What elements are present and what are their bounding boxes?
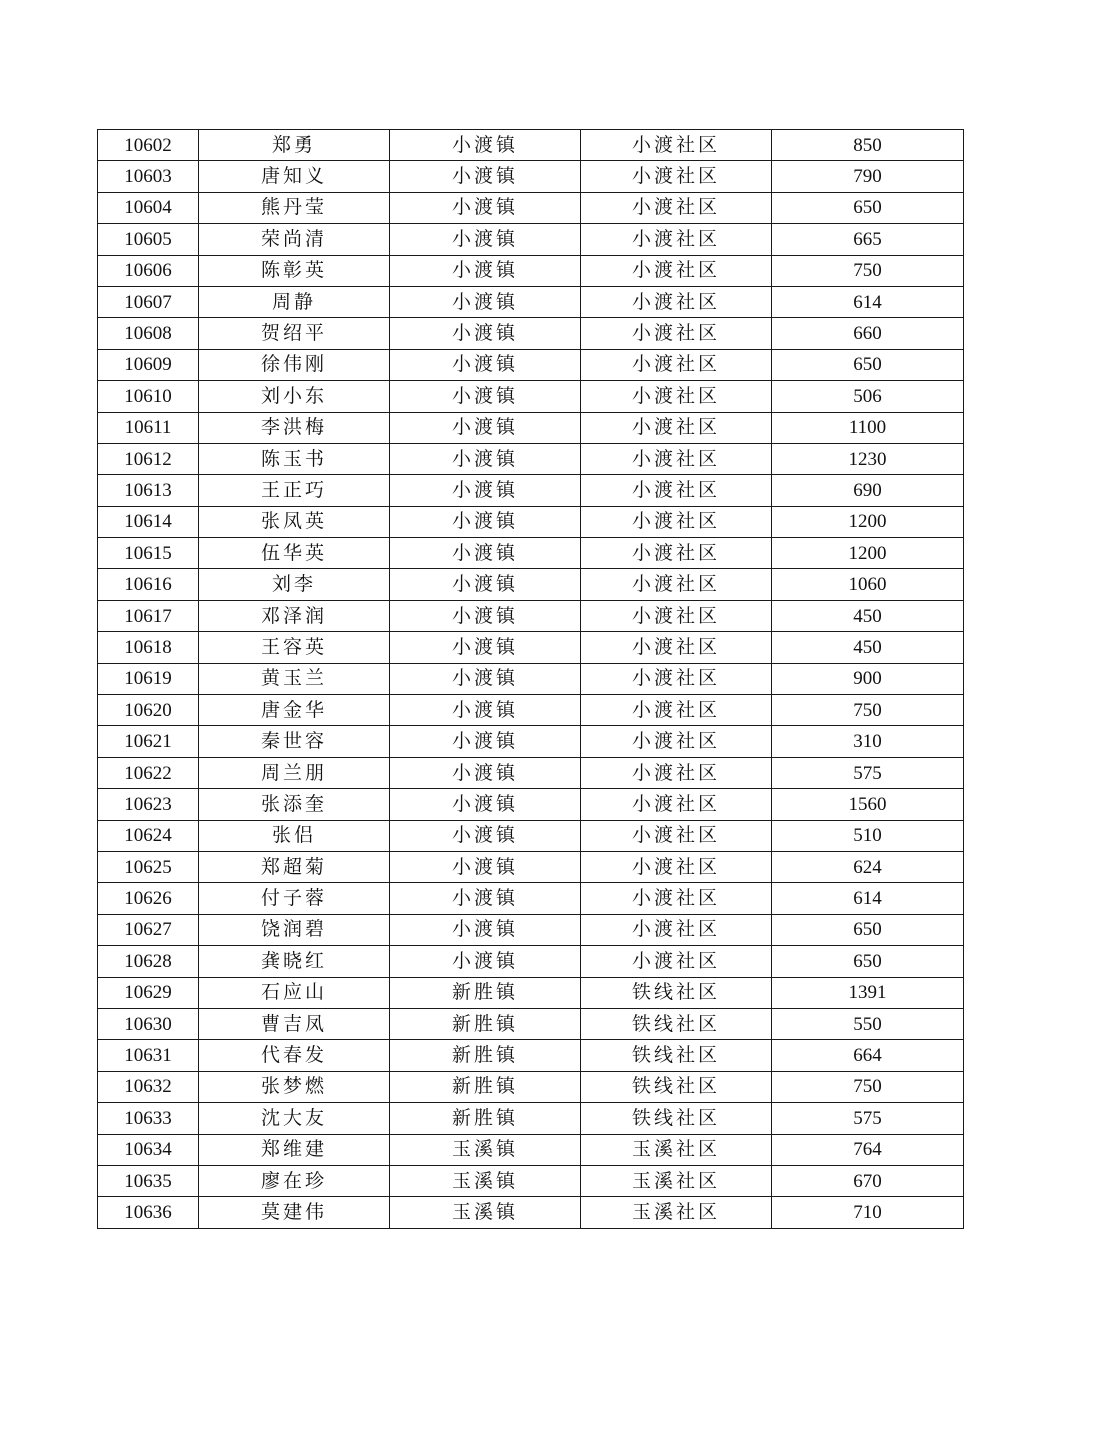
row-community-cell: 小渡社区 — [581, 318, 772, 349]
row-community-cell: 小渡社区 — [581, 820, 772, 851]
row-community-cell: 小渡社区 — [581, 192, 772, 223]
row-amount-cell: 750 — [772, 1071, 964, 1102]
row-amount-cell: 310 — [772, 726, 964, 757]
row-name-cell: 王正巧 — [199, 475, 390, 506]
row-id-cell: 10619 — [98, 663, 199, 694]
row-community-cell: 铁线社区 — [581, 1008, 772, 1039]
table-row — [98, 820, 964, 851]
row-community-cell: 小渡社区 — [581, 506, 772, 537]
row-id-cell: 10625 — [98, 851, 199, 882]
row-id-cell: 10602 — [98, 130, 199, 161]
row-id-cell: 10612 — [98, 443, 199, 474]
row-id-cell: 10608 — [98, 318, 199, 349]
row-id-cell: 10629 — [98, 977, 199, 1008]
row-name-cell: 伍华英 — [199, 538, 390, 569]
row-town-cell: 小渡镇 — [390, 600, 581, 631]
row-community-cell: 小渡社区 — [581, 663, 772, 694]
row-amount-cell: 510 — [772, 820, 964, 851]
row-town-cell: 新胜镇 — [390, 1040, 581, 1071]
row-community-cell: 铁线社区 — [581, 977, 772, 1008]
row-id-cell: 10607 — [98, 286, 199, 317]
row-amount-cell: 624 — [772, 851, 964, 882]
row-community-cell: 铁线社区 — [581, 1071, 772, 1102]
row-id-cell: 10613 — [98, 475, 199, 506]
row-town-cell: 小渡镇 — [390, 695, 581, 726]
row-id-cell: 10606 — [98, 255, 199, 286]
row-community-cell: 小渡社区 — [581, 443, 772, 474]
row-amount-cell: 664 — [772, 1040, 964, 1071]
table-row — [98, 1071, 964, 1102]
row-name-cell: 沈大友 — [199, 1103, 390, 1134]
row-amount-cell: 450 — [772, 632, 964, 663]
row-town-cell: 小渡镇 — [390, 569, 581, 600]
row-id-cell: 10617 — [98, 600, 199, 631]
row-community-cell: 小渡社区 — [581, 130, 772, 161]
row-community-cell: 小渡社区 — [581, 381, 772, 412]
row-community-cell: 小渡社区 — [581, 914, 772, 945]
row-amount-cell: 650 — [772, 914, 964, 945]
table-row — [98, 381, 964, 412]
row-id-cell: 10635 — [98, 1165, 199, 1196]
row-id-cell: 10614 — [98, 506, 199, 537]
table-row — [98, 130, 964, 161]
table-row — [98, 412, 964, 443]
table-row — [98, 726, 964, 757]
row-community-cell: 小渡社区 — [581, 569, 772, 600]
table-row — [98, 538, 964, 569]
row-town-cell: 小渡镇 — [390, 286, 581, 317]
row-town-cell: 小渡镇 — [390, 757, 581, 788]
row-amount-cell: 660 — [772, 318, 964, 349]
row-town-cell: 新胜镇 — [390, 1008, 581, 1039]
row-amount-cell: 670 — [772, 1165, 964, 1196]
row-amount-cell: 506 — [772, 381, 964, 412]
row-town-cell: 小渡镇 — [390, 820, 581, 851]
row-name-cell: 唐金华 — [199, 695, 390, 726]
table-row — [98, 569, 964, 600]
row-id-cell: 10621 — [98, 726, 199, 757]
row-town-cell: 小渡镇 — [390, 318, 581, 349]
table-row — [98, 632, 964, 663]
table-row — [98, 1165, 964, 1196]
row-name-cell: 廖在珍 — [199, 1165, 390, 1196]
row-name-cell: 龚晓红 — [199, 946, 390, 977]
row-amount-cell: 750 — [772, 255, 964, 286]
row-id-cell: 10634 — [98, 1134, 199, 1165]
row-community-cell: 小渡社区 — [581, 883, 772, 914]
row-amount-cell: 575 — [772, 757, 964, 788]
row-amount-cell: 1200 — [772, 538, 964, 569]
table-row — [98, 757, 964, 788]
row-id-cell: 10624 — [98, 820, 199, 851]
row-name-cell: 李洪梅 — [199, 412, 390, 443]
row-name-cell: 刘李 — [199, 569, 390, 600]
row-community-cell: 小渡社区 — [581, 726, 772, 757]
row-name-cell: 代春发 — [199, 1040, 390, 1071]
row-id-cell: 10611 — [98, 412, 199, 443]
row-id-cell: 10631 — [98, 1040, 199, 1071]
row-town-cell: 小渡镇 — [390, 851, 581, 882]
row-amount-cell: 575 — [772, 1103, 964, 1134]
roster-table — [97, 129, 964, 1229]
row-town-cell: 小渡镇 — [390, 224, 581, 255]
row-name-cell: 张梦燃 — [199, 1071, 390, 1102]
row-community-cell: 小渡社区 — [581, 789, 772, 820]
row-town-cell: 玉溪镇 — [390, 1165, 581, 1196]
row-name-cell: 贺绍平 — [199, 318, 390, 349]
row-amount-cell: 764 — [772, 1134, 964, 1165]
row-id-cell: 10633 — [98, 1103, 199, 1134]
row-id-cell: 10618 — [98, 632, 199, 663]
table-row — [98, 1040, 964, 1071]
row-community-cell: 小渡社区 — [581, 632, 772, 663]
table-row — [98, 883, 964, 914]
row-town-cell: 小渡镇 — [390, 663, 581, 694]
row-amount-cell: 614 — [772, 883, 964, 914]
row-amount-cell: 665 — [772, 224, 964, 255]
row-community-cell: 小渡社区 — [581, 161, 772, 192]
row-name-cell: 张凤英 — [199, 506, 390, 537]
row-id-cell: 10603 — [98, 161, 199, 192]
row-community-cell: 小渡社区 — [581, 412, 772, 443]
row-community-cell: 小渡社区 — [581, 695, 772, 726]
row-town-cell: 小渡镇 — [390, 192, 581, 223]
row-town-cell: 小渡镇 — [390, 632, 581, 663]
row-town-cell: 小渡镇 — [390, 412, 581, 443]
row-name-cell: 周兰朋 — [199, 757, 390, 788]
row-amount-cell: 690 — [772, 475, 964, 506]
row-community-cell: 小渡社区 — [581, 349, 772, 380]
table-row — [98, 663, 964, 694]
row-id-cell: 10604 — [98, 192, 199, 223]
row-id-cell: 10610 — [98, 381, 199, 412]
row-town-cell: 小渡镇 — [390, 914, 581, 945]
table-row — [98, 161, 964, 192]
row-name-cell: 王容英 — [199, 632, 390, 663]
row-community-cell: 小渡社区 — [581, 475, 772, 506]
row-town-cell: 新胜镇 — [390, 1103, 581, 1134]
row-amount-cell: 450 — [772, 600, 964, 631]
row-name-cell: 刘小东 — [199, 381, 390, 412]
table-row — [98, 192, 964, 223]
row-id-cell: 10615 — [98, 538, 199, 569]
row-amount-cell: 650 — [772, 946, 964, 977]
row-community-cell: 铁线社区 — [581, 1103, 772, 1134]
row-town-cell: 新胜镇 — [390, 977, 581, 1008]
row-id-cell: 10620 — [98, 695, 199, 726]
row-community-cell: 小渡社区 — [581, 538, 772, 569]
row-community-cell: 小渡社区 — [581, 851, 772, 882]
row-town-cell: 小渡镇 — [390, 475, 581, 506]
row-id-cell: 10605 — [98, 224, 199, 255]
table-row — [98, 914, 964, 945]
row-id-cell: 10626 — [98, 883, 199, 914]
row-town-cell: 玉溪镇 — [390, 1197, 581, 1228]
row-amount-cell: 1100 — [772, 412, 964, 443]
row-town-cell: 小渡镇 — [390, 255, 581, 286]
row-id-cell: 10623 — [98, 789, 199, 820]
row-id-cell: 10628 — [98, 946, 199, 977]
row-name-cell: 郑超菊 — [199, 851, 390, 882]
row-town-cell: 新胜镇 — [390, 1071, 581, 1102]
row-amount-cell: 850 — [772, 130, 964, 161]
row-community-cell: 玉溪社区 — [581, 1134, 772, 1165]
row-amount-cell: 1560 — [772, 789, 964, 820]
row-id-cell: 10636 — [98, 1197, 199, 1228]
row-amount-cell: 1230 — [772, 443, 964, 474]
row-name-cell: 莫建伟 — [199, 1197, 390, 1228]
row-name-cell: 陈玉书 — [199, 443, 390, 474]
row-community-cell: 小渡社区 — [581, 286, 772, 317]
row-amount-cell: 790 — [772, 161, 964, 192]
row-amount-cell: 614 — [772, 286, 964, 317]
row-id-cell: 10622 — [98, 757, 199, 788]
row-id-cell: 10627 — [98, 914, 199, 945]
row-name-cell: 邓泽润 — [199, 600, 390, 631]
row-id-cell: 10616 — [98, 569, 199, 600]
row-amount-cell: 650 — [772, 192, 964, 223]
row-town-cell: 小渡镇 — [390, 130, 581, 161]
row-name-cell: 曹吉凤 — [199, 1008, 390, 1039]
table-row — [98, 224, 964, 255]
row-amount-cell: 1200 — [772, 506, 964, 537]
table-row — [98, 475, 964, 506]
row-name-cell: 唐知义 — [199, 161, 390, 192]
row-name-cell: 郑维建 — [199, 1134, 390, 1165]
table-row — [98, 349, 964, 380]
table-row — [98, 318, 964, 349]
row-community-cell: 小渡社区 — [581, 757, 772, 788]
table-row — [98, 506, 964, 537]
row-town-cell: 小渡镇 — [390, 726, 581, 757]
table-row — [98, 286, 964, 317]
row-community-cell: 玉溪社区 — [581, 1165, 772, 1196]
row-name-cell: 付子蓉 — [199, 883, 390, 914]
row-town-cell: 小渡镇 — [390, 443, 581, 474]
row-town-cell: 玉溪镇 — [390, 1134, 581, 1165]
row-id-cell: 10609 — [98, 349, 199, 380]
row-name-cell: 徐伟刚 — [199, 349, 390, 380]
table-row — [98, 977, 964, 1008]
row-name-cell: 郑勇 — [199, 130, 390, 161]
table-row — [98, 1103, 964, 1134]
row-name-cell: 张添奎 — [199, 789, 390, 820]
table-row — [98, 1197, 964, 1228]
row-town-cell: 小渡镇 — [390, 506, 581, 537]
row-amount-cell: 1391 — [772, 977, 964, 1008]
row-amount-cell: 1060 — [772, 569, 964, 600]
table-row — [98, 695, 964, 726]
row-community-cell: 小渡社区 — [581, 946, 772, 977]
row-community-cell: 小渡社区 — [581, 224, 772, 255]
row-town-cell: 小渡镇 — [390, 538, 581, 569]
row-name-cell: 熊丹莹 — [199, 192, 390, 223]
row-name-cell: 陈彰英 — [199, 255, 390, 286]
table-row — [98, 1134, 964, 1165]
row-name-cell: 张侣 — [199, 820, 390, 851]
roster-table-body — [98, 130, 964, 1229]
row-community-cell: 小渡社区 — [581, 255, 772, 286]
row-community-cell: 玉溪社区 — [581, 1197, 772, 1228]
row-name-cell: 饶润碧 — [199, 914, 390, 945]
table-row — [98, 851, 964, 882]
row-id-cell: 10630 — [98, 1008, 199, 1039]
row-amount-cell: 900 — [772, 663, 964, 694]
row-town-cell: 小渡镇 — [390, 883, 581, 914]
row-name-cell: 秦世容 — [199, 726, 390, 757]
row-town-cell: 小渡镇 — [390, 789, 581, 820]
row-name-cell: 荣尚清 — [199, 224, 390, 255]
row-amount-cell: 550 — [772, 1008, 964, 1039]
row-town-cell: 小渡镇 — [390, 946, 581, 977]
row-name-cell: 黄玉兰 — [199, 663, 390, 694]
table-row — [98, 600, 964, 631]
table-row — [98, 789, 964, 820]
table-row — [98, 946, 964, 977]
table-row — [98, 255, 964, 286]
row-town-cell: 小渡镇 — [390, 161, 581, 192]
row-community-cell: 铁线社区 — [581, 1040, 772, 1071]
row-community-cell: 小渡社区 — [581, 600, 772, 631]
row-amount-cell: 650 — [772, 349, 964, 380]
row-name-cell: 周静 — [199, 286, 390, 317]
table-row — [98, 1008, 964, 1039]
row-id-cell: 10632 — [98, 1071, 199, 1102]
table-row — [98, 443, 964, 474]
row-amount-cell: 710 — [772, 1197, 964, 1228]
row-amount-cell: 750 — [772, 695, 964, 726]
row-name-cell: 石应山 — [199, 977, 390, 1008]
row-town-cell: 小渡镇 — [390, 381, 581, 412]
row-town-cell: 小渡镇 — [390, 349, 581, 380]
